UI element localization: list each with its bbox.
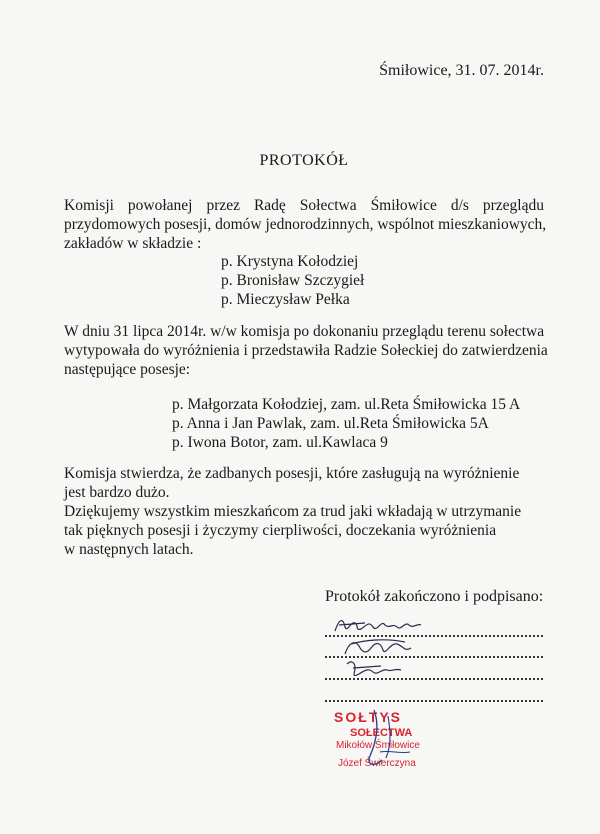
document-date: Śmiłowice, 31. 07. 2014r. — [379, 62, 544, 79]
decision-line: następujące posesje: — [64, 361, 191, 378]
conclusion-paragraph — [64, 464, 521, 559]
signature-line-3 — [325, 662, 543, 680]
intro-line: przydomowych posesji, domów jednorodzinnych, wspólnot mieszkaniowych, — [64, 216, 547, 233]
intro-line: Komisji powołanej przez Radę Sołectwa Śmiłowice d/s przeglądu — [64, 197, 544, 214]
svg-text:SOŁTYS: SOŁTYS — [334, 709, 403, 725]
decision-line: W dniu 31 lipca 2014r. w/w komisja po dokonaniu przeglądu terenu sołectwa — [64, 323, 545, 340]
svg-text:Mikołów Śmiłowice: Mikołów Śmiłowice — [336, 740, 420, 751]
property-item: p. Małgorzata Kołodziej, zam. ul.Reta Śmiłowicka 15 A — [172, 396, 521, 413]
svg-text:Józef Świerczyna: Józef Świerczyna — [338, 758, 416, 769]
closing-statement: Protokół zakończono i podpisano: — [325, 588, 544, 605]
property-item: p. Iwona Botor, zam. ul.Kawlaca 9 — [172, 434, 388, 451]
stamp-graphic — [330, 706, 450, 772]
signature-line-4 — [325, 684, 543, 702]
intro-line: zakładów w składzie : — [64, 235, 202, 252]
conclusion-line: jest bardzo dużo. — [64, 484, 170, 501]
decision-line: wytypowała do wyróżnienia i przedstawiła Radzie Sołeckiej do zatwierdzenia — [64, 342, 548, 359]
intro-paragraph — [64, 196, 547, 253]
conclusion-line: Dziękujemy wszystkim mieszkańcom za trud jaki wkładają w utrzymanie — [64, 503, 522, 520]
document-title: PROTOKÓŁ — [259, 152, 349, 169]
member-item: p. Bronisław Szczygieł — [221, 272, 365, 289]
decision-paragraph — [64, 322, 548, 379]
property-item: p. Anna i Jan Pawlak, zam. ul.Reta Śmiłowicka 5A — [172, 415, 489, 432]
conclusion-line: Komisja stwierdza, że zadbanych posesji, które zasługują na wyróżnienie — [64, 465, 520, 482]
conclusion-line: tak pięknych posesji i życzymy cierpliwości, doczekania wyróżnienia — [64, 522, 497, 539]
conclusion-line: w następnych latach. — [64, 541, 194, 558]
signature-dotted-line — [325, 678, 543, 680]
member-item: p. Krystyna Kołodziej — [221, 253, 359, 270]
properties-list — [172, 395, 520, 452]
member-item: p. Mieczysław Pełka — [221, 291, 350, 308]
committee-members-list — [221, 252, 364, 309]
svg-text:SOŁECTWA: SOŁECTWA — [350, 727, 413, 739]
official-stamp — [330, 706, 440, 768]
signature-dotted-line — [325, 700, 543, 702]
